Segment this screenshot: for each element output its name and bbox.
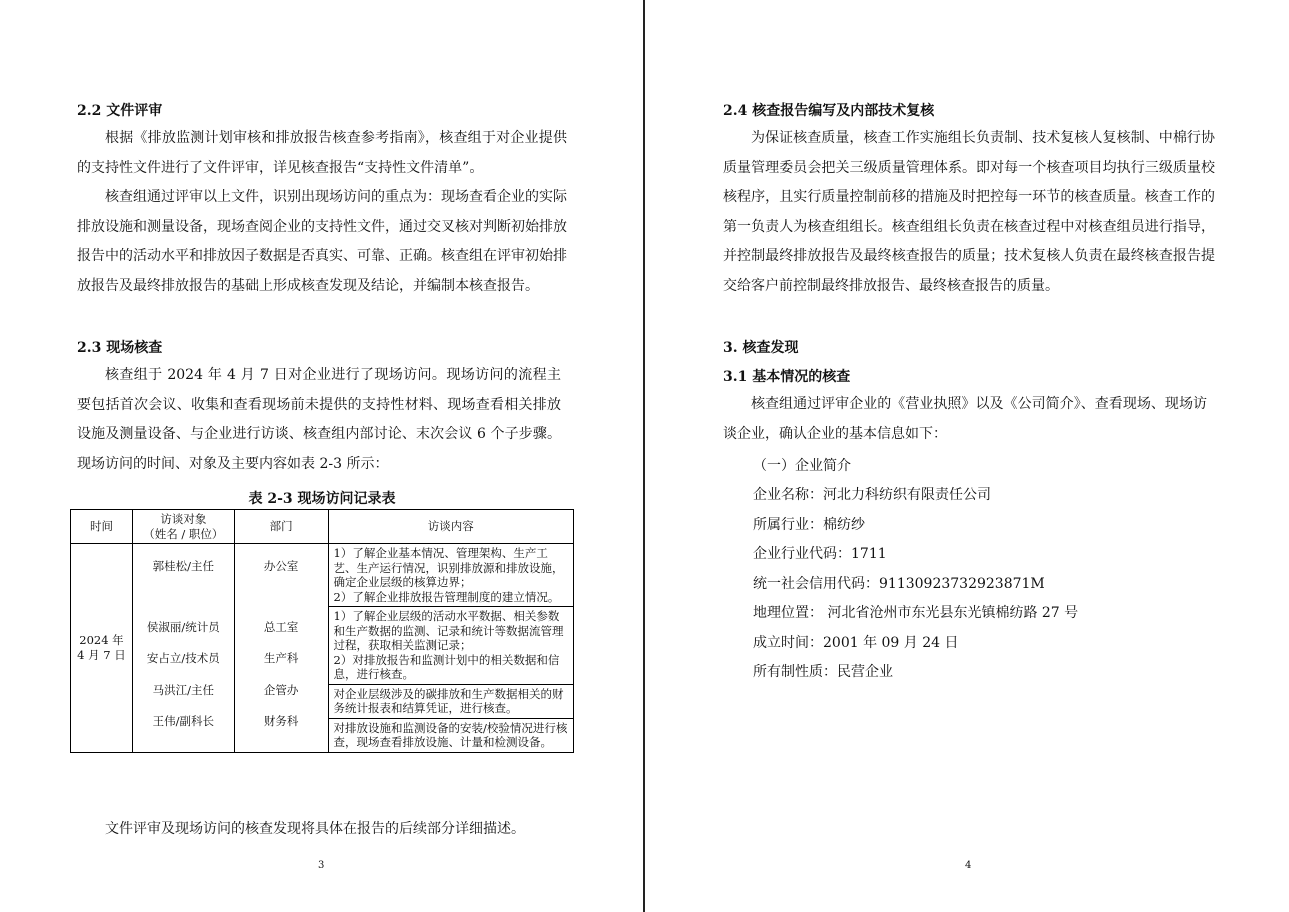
paragraph-3-1: 核查组通过评审企业的《营业执照》以及《公司简介》、查看现场、现场访谈企业，确认企业的基本信息如下： (723, 396, 1207, 442)
heading-3: 3. 核查发现 (723, 340, 799, 356)
header-interviewee (132, 510, 234, 544)
profile-company: 企业名称：河北力科纺织有限责任公司 (753, 487, 991, 503)
header-dept: 部门 (234, 510, 328, 544)
content-4: 对排放设施和监测设备的安装/校验情况进行核查，现场查看排放设施、计量和检测设备。 (328, 718, 573, 752)
page-3 (0, 0, 643, 912)
paragraph-2-4: 为保证核查质量，核查工作实施组长负责制、技术复核人复核制、中棉行协质量管理委员会把关三级质量管理体系。即对每一个核查项目均执行三级质量校核程序，且实行质量控制前移的措施及时把控每一环节的核查质量。核查工作的第一负责人为核查组组长。核查组组长负责在核查过程中对核查组员进行指导，并控制最终排放报告及最终核查报告的质量；技术复核人负责在最终核查报告提交给客户前控制最终排放报告、最终核查报告的质量。 (723, 130, 1215, 294)
heading-2-3: 2.3 现场核查 (77, 340, 163, 356)
visit-record-table (70, 509, 574, 753)
time-line1: 2024 年 (79, 633, 124, 648)
paragraph-2-2-1: 根据《排放监测计划审核和排放报告核查参考指南》，核查组于对企业提供的支持性文件进行了文件评审，详见核查报告“支持性文件清单”。 (77, 130, 567, 176)
paragraph-2-3-1: 核查组于 2024 年 4 月 7 日对企业进行了现场访问。现场访问的流程主要包括首次会议、收集和查看现场前未提供的支持性材料、现场查看相关排放设施及测量设备、与企业进行访谈、核查组内部讨论、末次会议 6 个子步骤。现场访问的时间、对象及主要内容如表 2-3 所示： (77, 367, 561, 472)
table-caption: 表 2-3 现场访问记录表 (248, 491, 396, 507)
content-3: 对企业层级涉及的碳排放和生产数据相关的财务统计报表和结算凭证，进行核查。 (328, 684, 573, 718)
content-1: 1）了解企业基本情况、管理架构、生产工艺、生产运行情况，识别排放源和排放设施，确定企业层级的核算边界； 2）了解企业排放报告管理制度的建立情况。 (328, 544, 573, 607)
header-interviewee-line2: （姓名 / 职位） (143, 526, 224, 541)
profile-founded: 成立时间：2001 年 09 月 24 日 (753, 635, 959, 651)
paragraph-2-2-2: 核查组通过评审以上文件，识别出现场访问的重点为：现场查看企业的实际排放设施和测量设备，现场查阅企业的支持性文件，通过交叉核对判断初始排放报告中的活动水平和排放因子数据是否真实、可靠、正确。核查组在评审初始排放报告及最终排放报告的基础上形成核查发现及结论，并编制本核查报告。 (77, 189, 567, 294)
dept-4: 企管办 (263, 682, 299, 697)
heading-2-2: 2.2 文件评审 (77, 103, 163, 119)
time-cell (71, 544, 133, 753)
table-header-row (71, 510, 574, 544)
profile-industry: 所属行业：棉纺纱 (753, 517, 865, 533)
page-4 (646, 0, 1289, 912)
table-row (71, 544, 574, 607)
dept-2: 总工室 (263, 619, 299, 634)
dept-3: 生产科 (263, 651, 299, 665)
depts-cell (234, 544, 328, 753)
profile-industry-code: 企业行业代码：1711 (753, 546, 887, 562)
profile-ownership: 所有制性质：民营企业 (753, 664, 893, 680)
header-content: 访谈内容 (328, 510, 573, 544)
time-line2: 4 月 7 日 (77, 647, 126, 662)
closing-paragraph: 文件评审及现场访问的核查发现将具体在报告的后续部分详细描述。 (105, 821, 525, 837)
header-interviewee-line1: 访谈对象 (160, 512, 207, 526)
name-2: 侯淑丽/统计员 (146, 619, 220, 634)
heading-2-4: 2.4 核查报告编写及内部技术复核 (723, 103, 935, 119)
page-divider (643, 0, 645, 912)
header-time: 时间 (71, 510, 133, 544)
name-5: 王伟/副科长 (152, 714, 215, 728)
profile-title: （一）企业简介 (753, 458, 851, 474)
name-1: 郭桂松/主任 (152, 559, 215, 573)
name-4: 马洪江/主任 (152, 682, 215, 697)
content-2: 1）了解企业层级的活动水平数据、相关参数和生产数据的监测、记录和统计等数据流管理过程，获取相关监测记录； 2）对排放报告和监测计划中的相关数据和信息，进行核查。 (328, 607, 573, 685)
heading-3-1: 3.1 基本情况的核查 (723, 369, 851, 385)
page-number-4: 4 (965, 860, 972, 871)
page-number-3: 3 (318, 860, 325, 871)
profile-location: 地理位置： 河北省沧州市东光县东光镇棉纺路 27 号 (753, 605, 1079, 621)
dept-5: 财务科 (263, 714, 299, 728)
name-3: 安占立/技术员 (146, 651, 220, 665)
profile-credit-code: 统一社会信用代码：91130923732923871M (753, 576, 1045, 592)
dept-1: 办公室 (263, 559, 299, 573)
names-cell (132, 544, 234, 753)
